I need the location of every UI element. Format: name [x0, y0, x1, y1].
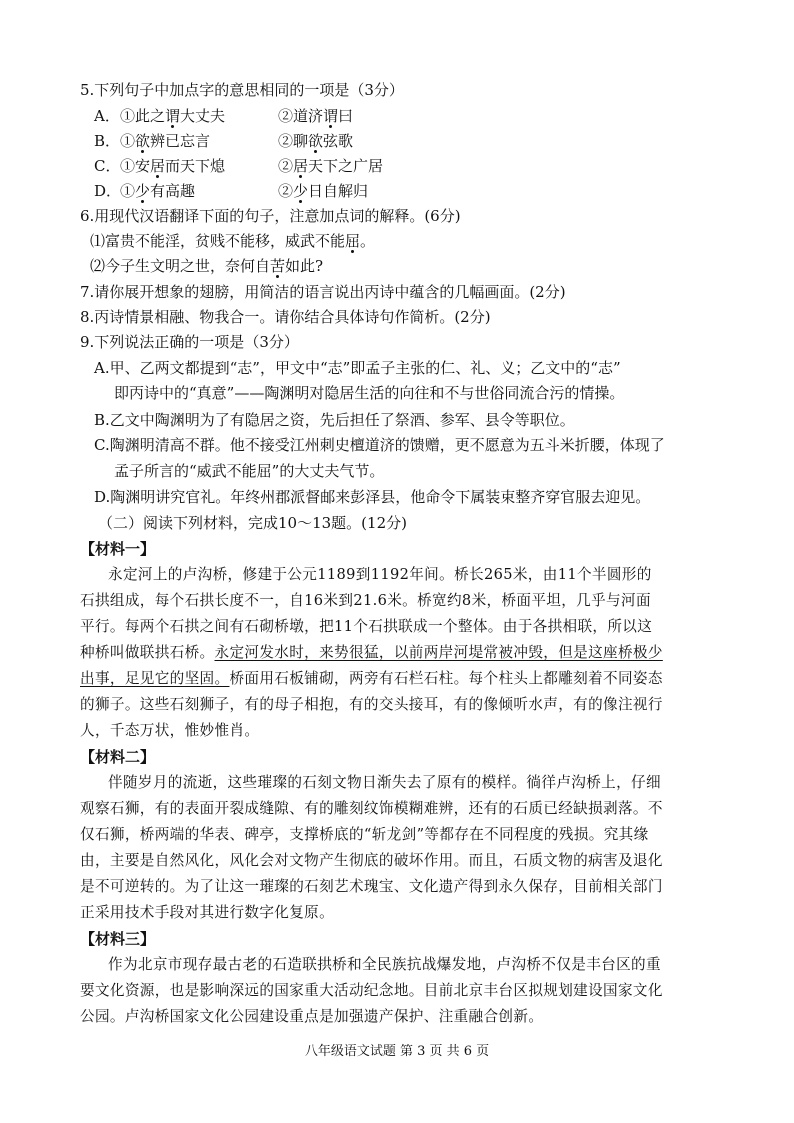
question-5-option-a-1: ①此之谓大丈夫: [120, 107, 226, 125]
question-5-option-c-2: ②居天下之广居: [278, 157, 384, 175]
question-6-sentence-1: ⑴富贵不能淫，贫贱不能移，威武不能屈。: [90, 232, 376, 250]
material-3-title: 【材料三】: [80, 930, 156, 948]
material-2-line-5: 是不可逆转的。为了让这一璀璨的石刻艺术瑰宝、文化遗产得到永久保存，目前相关部门: [80, 878, 663, 895]
material-1-line-5-text: 桥面用石板铺砌，两旁有石栏石柱。每个柱头上都雕刻着不同姿态: [229, 670, 663, 687]
question-5-option-c-1: ①安居而天下熄: [120, 157, 226, 175]
emphasis-dot-char: 欲: [135, 132, 151, 150]
material-2-line-2: 观察石狮，有的表面开裂成缝隙、有的雕刻纹饰模糊难辨，还有的石质已经缺损剥落。不: [80, 800, 663, 817]
underlined-sentence-part-1: 永定河发水时，来势很猛，以前两岸河堤常被冲毁，但是这座桥极少: [214, 644, 663, 661]
question-9-option-d: D.陶渊明讲究官礼。年终州郡派督邮来彭泽县，他命令下属装束整齐穿官服去迎见。: [94, 488, 651, 506]
emphasis-dot-char: 谓: [323, 107, 339, 125]
question-6-sentence-2: ⑵今子生文明之世，奈何自苦如此?: [90, 257, 324, 275]
material-2-line-6: 正采用技术手段对其进行数字化复原。: [80, 904, 335, 921]
material-2-title: 【材料二】: [80, 748, 156, 766]
material-1-line-5: [80, 669, 663, 689]
question-6-stem: 6.用现代汉语翻译下面的句子，注意加点词的解释。(6分): [80, 207, 461, 225]
question-5-option-d-2: ②少日自解归: [278, 182, 369, 200]
emphasis-dot-char: 居: [293, 157, 309, 175]
question-5-option-b-1: ①欲辨已忘言: [120, 132, 211, 150]
emphasis-dot-char: 苦: [270, 257, 286, 275]
material-1-line-1: 永定河上的卢沟桥，修建于公元1189到1192年间。桥长265米，由11个半圆形的: [108, 566, 652, 583]
question-9-option-b: B.乙文中陶渊明为了有隐居之资，先后担任了祭酒、参军、县令等职位。: [94, 411, 575, 429]
question-5-option-b-2: ②聊欲弦歌: [278, 132, 354, 150]
material-1-line-4: [80, 643, 663, 663]
material-1-line-7: 人，千态万状，惟妙惟肖。: [80, 722, 260, 739]
material-1-line-4-text: 种桥叫做联拱石桥。: [80, 644, 215, 661]
material-1-line-6: 的狮子。这些石刻狮子，有的母子相抱，有的交头接耳，有的像倾听水声，有的像注视行: [80, 696, 663, 713]
material-2-line-4: 由，主要是自然风化，风化会对文物产生彻底的破坏作用。而且，石质文物的病害及退化: [80, 852, 663, 869]
page-footer: 八年级语文试题 第 3 页 共 6 页: [304, 1044, 490, 1059]
section-2-heading: （二）阅读下列材料，完成10～13题。(12分): [98, 514, 407, 532]
question-9-stem: 9.下列说法正确的一项是（3分）: [80, 333, 299, 351]
question-5-option-c-label: C．: [94, 157, 121, 175]
question-5-option-a-label: A．: [94, 107, 120, 125]
question-5-stem: 5.下列句子中加点字的意思相同的一项是（3分）: [80, 81, 404, 99]
material-3-line-1: 作为北京市现存最古老的石造联拱桥和全民族抗战爆发地，卢沟桥不仅是丰台区的重: [108, 956, 661, 973]
material-1-line-2: 石拱组成，每个石拱长度不一，自16米到21.6米。桥宽约8米，桥面平坦，几乎与河面: [80, 592, 651, 609]
question-5-option-b-label: B．: [94, 132, 121, 150]
question-5-option-d-label: D．: [94, 182, 122, 200]
emphasis-dot-char: 屈: [345, 232, 361, 250]
material-1-title: 【材料一】: [80, 540, 156, 558]
question-9-option-a-line-1: A.甲、乙两文都提到“志”，甲文中“志”即孟子主张的仁、礼、义；乙文中的“志”: [94, 359, 621, 377]
question-9-option-c-line-1: C.陶渊明清高不群。他不接受江州刺史檀道济的馈赠，更不愿意为五斗米折腰，体现了: [94, 436, 665, 454]
material-3-line-2: 要文化资源，也是影响深远的国家重大活动纪念地。目前北京丰台区拟规划建设国家文化: [80, 982, 663, 999]
material-2-line-1: 伴随岁月的流逝，这些璀璨的石刻文物日渐失去了原有的模样。徜徉卢沟桥上，仔细: [108, 774, 661, 791]
material-3-line-3: 公园。卢沟桥国家文化公园建设重点是加强遗产保护、注重融合创新。: [80, 1008, 544, 1025]
emphasis-dot-char: 少: [135, 182, 151, 200]
underlined-sentence-part-2: 出事，足见它的坚固。: [80, 670, 230, 687]
question-8: 8.丙诗情景相融、物我合一。请你结合具体诗句作简析。(2分): [80, 308, 491, 326]
question-5-option-a-2: ②道济谓曰: [278, 107, 354, 125]
material-2-line-3: 仅石狮，桥两端的华表、碑亭，支撑桥底的“斩龙剑”等都存在不同程度的残损。究其缘: [80, 826, 649, 843]
emphasis-dot-char: 谓: [165, 107, 181, 125]
question-7: 7.请你展开想象的翅膀，用简洁的语言说出丙诗中蕴含的几幅画面。(2分): [80, 283, 566, 301]
question-5-option-d-1: ①少有高趣: [120, 182, 196, 200]
emphasis-dot-char: 居: [150, 157, 166, 175]
material-1-line-3: 平行。每两个石拱之间有石砌桥墩，把11个石拱联成一个整体。由于各拱相联，所以这: [80, 618, 653, 635]
question-9-option-a-line-2: 即丙诗中的“真意”——陶渊明对隐居生活的向往和不与世俗同流合污的情操。: [114, 384, 625, 402]
emphasis-dot-char: 欲: [308, 132, 324, 150]
question-9-option-c-line-2: 孟子所言的“威武不能屈”的大丈夫气节。: [114, 462, 385, 480]
emphasis-dot-char: 少: [293, 182, 309, 200]
